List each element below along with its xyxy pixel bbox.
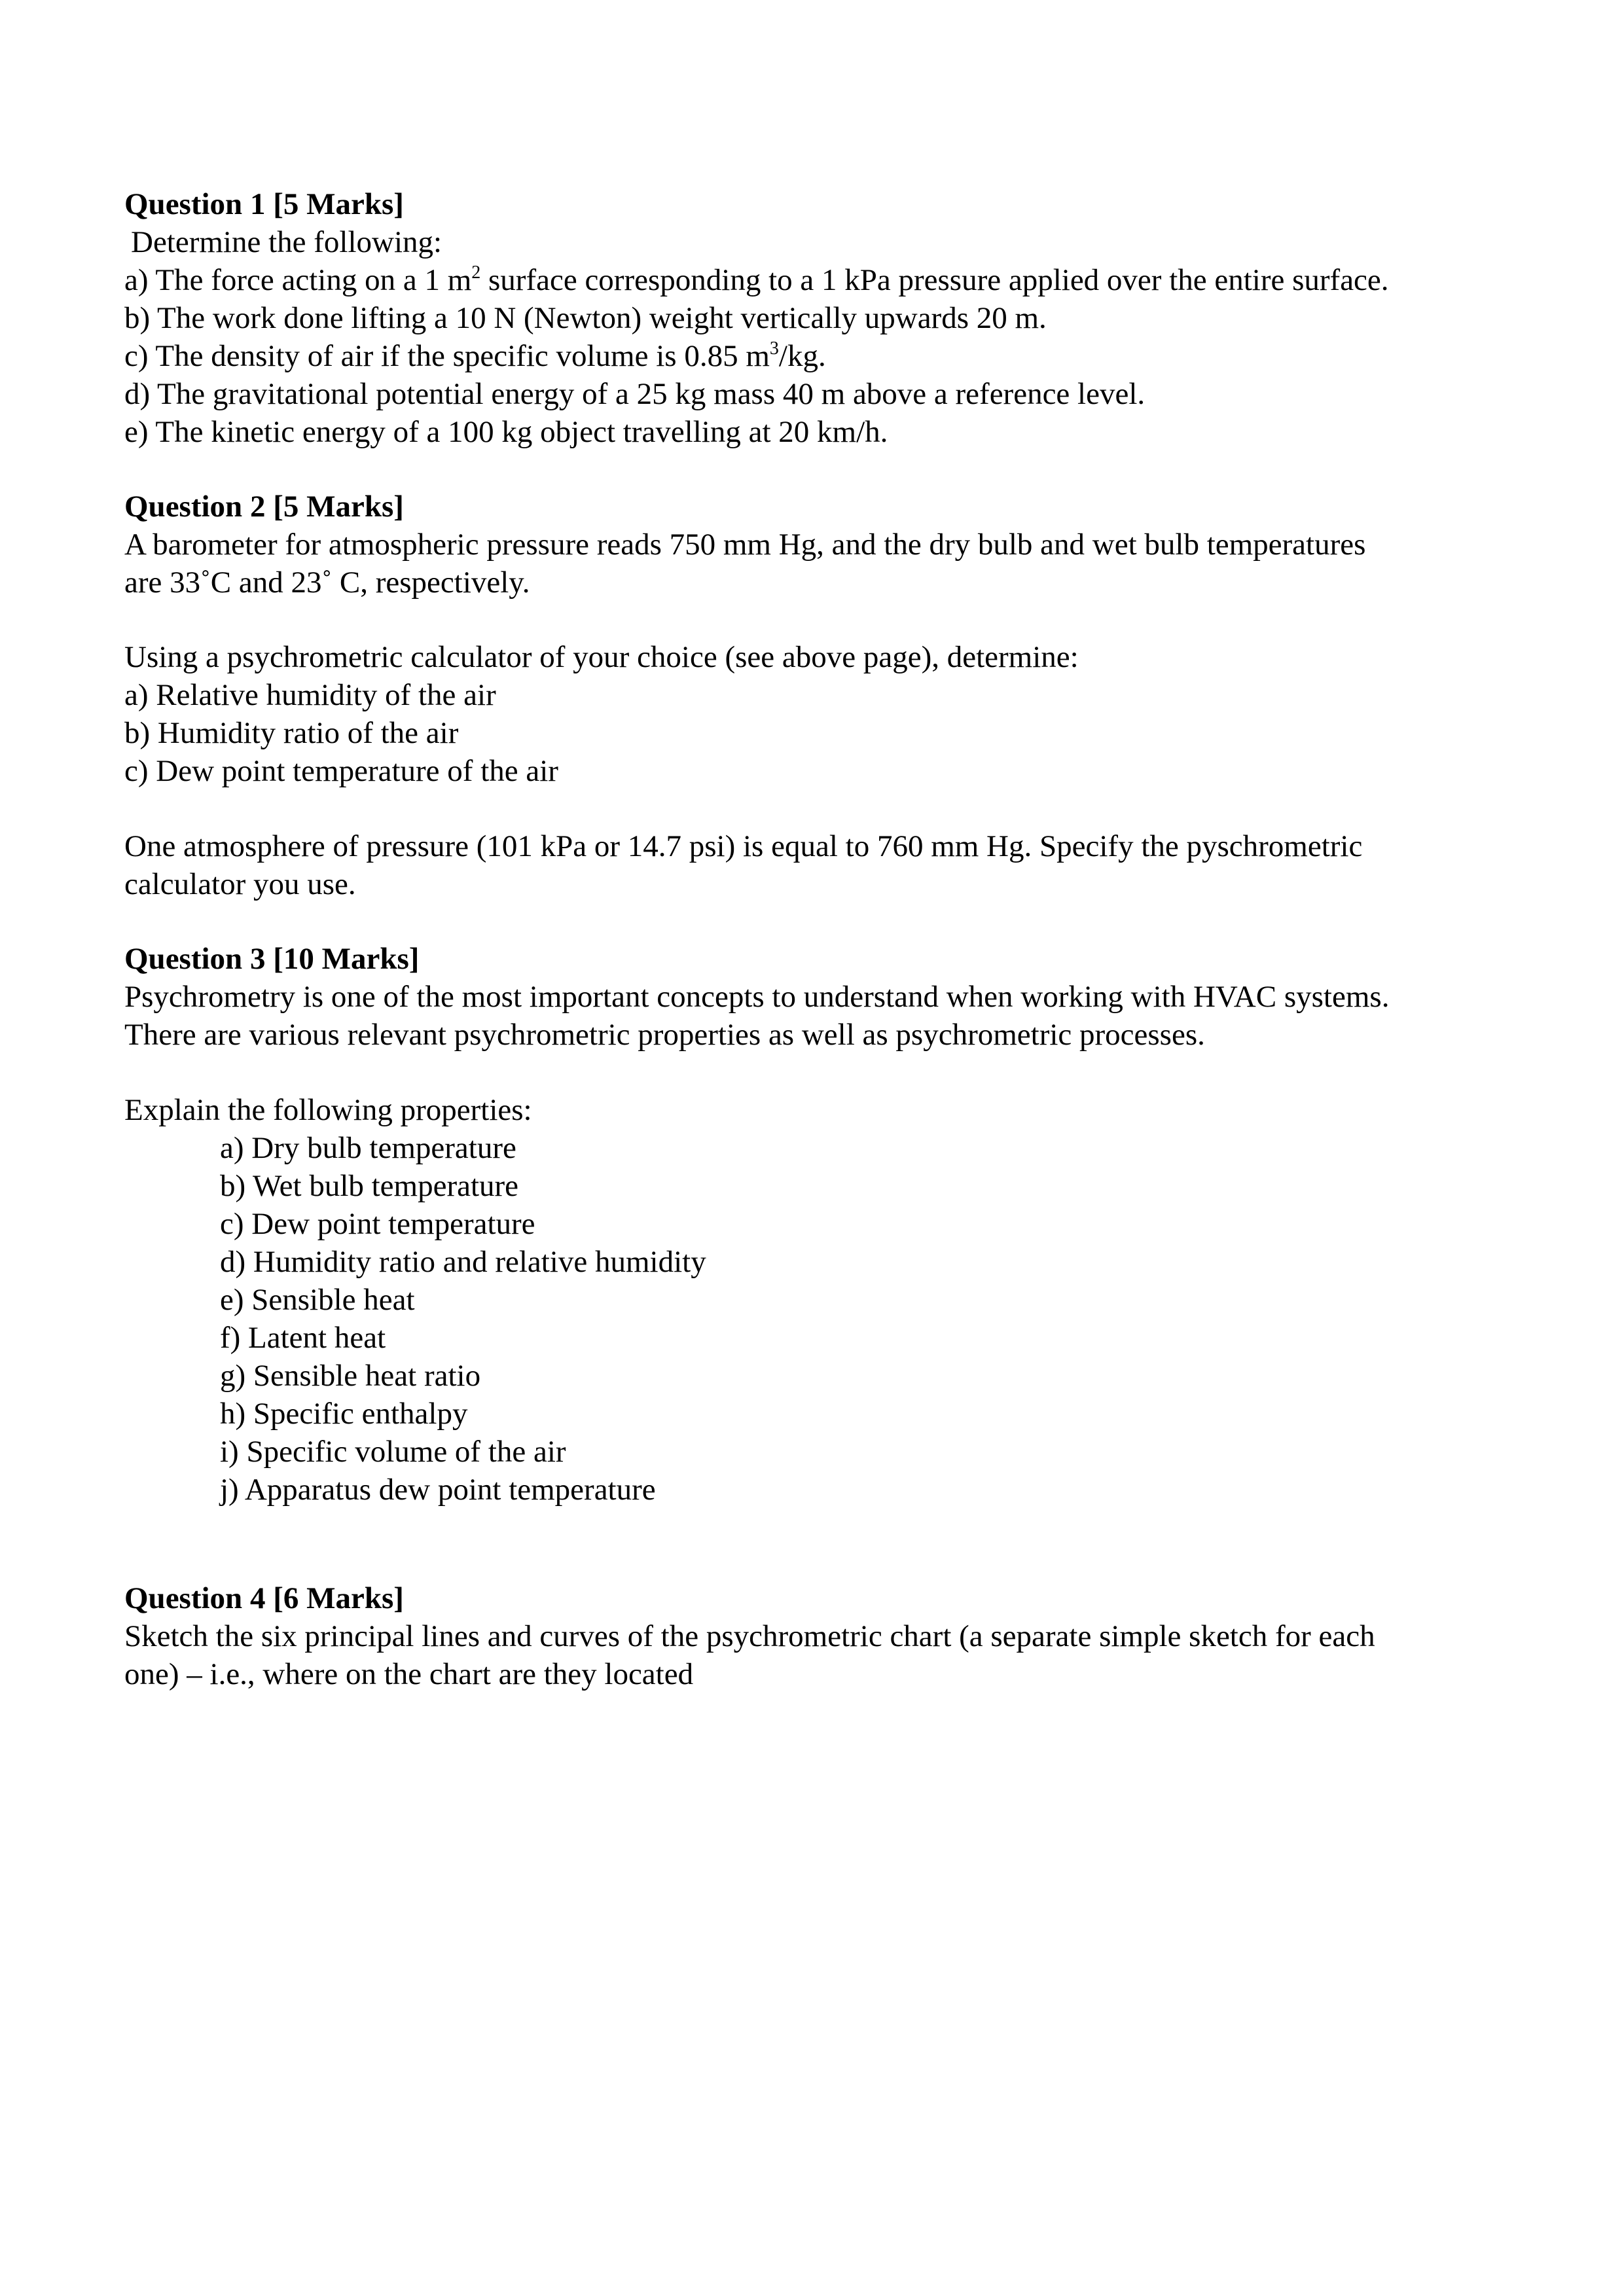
question-2-item-b: b) Humidity ratio of the air xyxy=(124,716,459,750)
question-1-heading: Question 1 [5 Marks] xyxy=(124,187,404,221)
question-3-item: j) Apparatus dew point temperature xyxy=(220,1473,656,1507)
question-3-item: c) Dew point temperature xyxy=(220,1207,535,1241)
question-3-item: h) Specific enthalpy xyxy=(220,1397,468,1431)
question-1-item-c xyxy=(124,337,826,380)
superscript-2: 2 xyxy=(471,262,481,283)
question-3-paragraph-2: Explain the following properties: xyxy=(124,1093,532,1127)
question-3-item: i) Specific volume of the air xyxy=(220,1435,566,1469)
question-2-paragraph-1-line-1: A barometer for atmospheric pressure reads 750 mm Hg, and the dry bulb and wet bulb temperatures xyxy=(124,528,1366,562)
question-4-heading: Question 4 [6 Marks] xyxy=(124,1581,404,1615)
question-3-item: a) Dry bulb temperature xyxy=(220,1131,516,1165)
question-1-item-e: e) The kinetic energy of a 100 kg object travelling at 20 km/h. xyxy=(124,415,888,449)
question-1-item-a-text-cont: surface corresponding to a 1 kPa pressure applied over the entire surface. xyxy=(480,263,1389,297)
question-3-paragraph-1-line-1: Psychrometry is one of the most important concepts to understand when working with HVAC systems. xyxy=(124,980,1390,1014)
question-3-item: b) Wet bulb temperature xyxy=(220,1169,519,1203)
question-2-heading: Question 2 [5 Marks] xyxy=(124,490,404,524)
question-1-item-a-text: a) The force acting on a 1 m xyxy=(124,263,472,297)
question-3-item: g) Sensible heat ratio xyxy=(220,1359,481,1393)
question-4-paragraph-1-line-1: Sketch the six principal lines and curves of the psychrometric chart (a separate simple sketch for each xyxy=(124,1619,1375,1653)
question-2-paragraph-2: Using a psychrometric calculator of your choice (see above page), determine: xyxy=(124,640,1079,674)
question-2-paragraph-3-line-1: One atmosphere of pressure (101 kPa or 14.7 psi) is equal to 760 mm Hg. Specify the pyschrometric xyxy=(124,829,1363,863)
question-1-item-d: d) The gravitational potential energy of a 25 kg mass 40 m above a reference level. xyxy=(124,377,1146,411)
question-2-paragraph-3-line-2: calculator you use. xyxy=(124,867,356,901)
question-1-item-c-text: c) The density of air if the specific volume is 0.85 m xyxy=(124,339,770,373)
question-3-item: e) Sensible heat xyxy=(220,1283,415,1317)
question-1-item-b: b) The work done lifting a 10 N (Newton) weight vertically upwards 20 m. xyxy=(124,301,1047,335)
question-3-item: f) Latent heat xyxy=(220,1321,386,1355)
question-1-intro: Determine the following: xyxy=(131,225,442,259)
question-1-item-c-text-cont: /kg. xyxy=(778,339,826,373)
question-4-paragraph-1-line-2: one) – i.e., where on the chart are they located xyxy=(124,1657,694,1691)
question-3-heading: Question 3 [10 Marks] xyxy=(124,942,420,976)
question-2-paragraph-1-line-2: are 33˚C and 23˚ C, respectively. xyxy=(124,565,530,600)
question-1-item-a xyxy=(124,261,1389,304)
question-2-item-c: c) Dew point temperature of the air xyxy=(124,754,558,788)
question-3-item: d) Humidity ratio and relative humidity xyxy=(220,1245,706,1279)
question-2-item-a: a) Relative humidity of the air xyxy=(124,678,496,712)
superscript-3: 3 xyxy=(769,338,779,359)
question-3-paragraph-1-line-2: There are various relevant psychrometric properties as well as psychrometric processes. xyxy=(124,1018,1205,1052)
